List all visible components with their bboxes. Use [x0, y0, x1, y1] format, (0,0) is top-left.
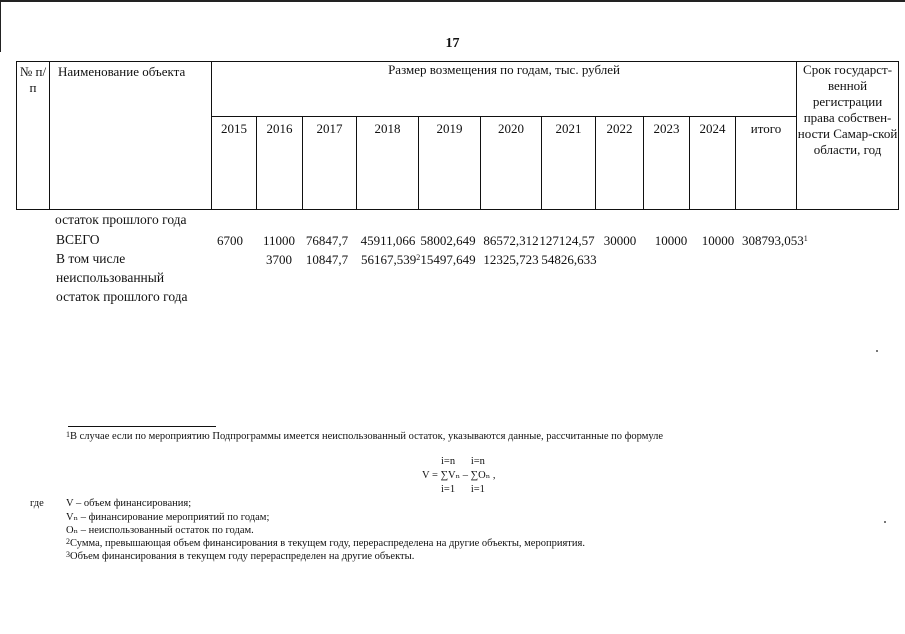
footnote-mark: 2 [66, 537, 70, 546]
total-value: 10000 [701, 233, 735, 248]
total-value: 76847,7 [305, 233, 349, 248]
year-header: 2022 [596, 117, 644, 210]
footnote-rule [68, 426, 216, 427]
def-on: Oₙ – неиспользованный остаток по годам. [66, 525, 254, 536]
incl-label: В том числе [56, 251, 126, 266]
footnote-mark: 1 [66, 430, 70, 439]
prev-row-tail: остаток прошлого года [55, 212, 187, 227]
footnote-1 [66, 430, 663, 443]
footnote-ref: 2 [416, 253, 421, 262]
page-number: 17 [445, 36, 460, 51]
footnote-3 [66, 550, 414, 563]
footnote-mark: 3 [66, 550, 70, 559]
total-itogo-value: 308793,053 [742, 233, 804, 248]
year-header: 2017 [303, 117, 357, 210]
footnote-2 [66, 537, 585, 550]
incl-value: 12325,723 [483, 252, 539, 267]
incl-value: 15497,649 [420, 252, 476, 267]
col-term-header: Срок государст-венной регистрации права собствен-ности Самар-ской области, год [797, 62, 899, 210]
total-label: ВСЕГО [56, 232, 100, 247]
itogo-header: итого [736, 117, 797, 210]
total-value: 45911,066 [360, 233, 416, 248]
footnote-1-text: В случае если по мероприятию Подпрограммы имеется неиспользованный остаток, указываются данные, рассчитанные по формуле [70, 431, 664, 442]
incl-2018 [361, 252, 420, 268]
scan-speck [876, 350, 878, 352]
total-value: 30000 [603, 233, 637, 248]
def-v: V – объем финансирования; [66, 498, 192, 509]
total-value: 127124,57 [539, 233, 595, 248]
footnote-2-text: Сумма, превышающая объем финансирования в текущем году, перераспределена на другие объекты, мероприятия. [70, 538, 585, 549]
total-value: 86572,312 [483, 233, 539, 248]
def-vn: Vₙ – финансирование мероприятий по годам; [66, 512, 270, 523]
total-itogo [742, 233, 808, 249]
year-header: 2020 [481, 117, 542, 210]
total-value: 58002,649 [420, 233, 476, 248]
formula-top: i=n i=n [441, 456, 485, 467]
footnote-ref: 1 [803, 234, 808, 243]
year-header: 2021 [542, 117, 596, 210]
formula-bottom: i=1 i=1 [441, 484, 485, 495]
formula-main: V = ∑Vₙ – ∑Oₙ , [422, 470, 496, 481]
year-header: 2023 [644, 117, 690, 210]
incl-value: 10847,7 [305, 252, 349, 267]
table-header [16, 61, 899, 210]
year-header: 2018 [357, 117, 419, 210]
col-num-header: № п/п [17, 62, 50, 210]
year-header: 2015 [212, 117, 257, 210]
total-value: 11000 [262, 233, 296, 248]
incl-value: 3700 [266, 252, 292, 267]
col-name-header: Наименование объекта [50, 62, 212, 210]
incl-value: 56167,539 [361, 252, 417, 267]
scan-border-top [0, 0, 905, 2]
incl-label: остаток прошлого года [56, 289, 188, 304]
scan-speck [884, 521, 886, 523]
footnote-3-text: Объем финансирования в текущем году перераспределен на другие объекты. [70, 551, 415, 562]
year-header: 2016 [257, 117, 303, 210]
col-group-header: Размер возмещения по годам, тыс. рублей [212, 62, 797, 117]
incl-value: 54826,633 [541, 252, 597, 267]
total-value: 10000 [654, 233, 688, 248]
total-value: 6700 [217, 233, 243, 248]
gde-label: где [30, 498, 44, 509]
incl-label: неиспользованный [56, 270, 165, 285]
year-header: 2019 [419, 117, 481, 210]
year-header: 2024 [690, 117, 736, 210]
